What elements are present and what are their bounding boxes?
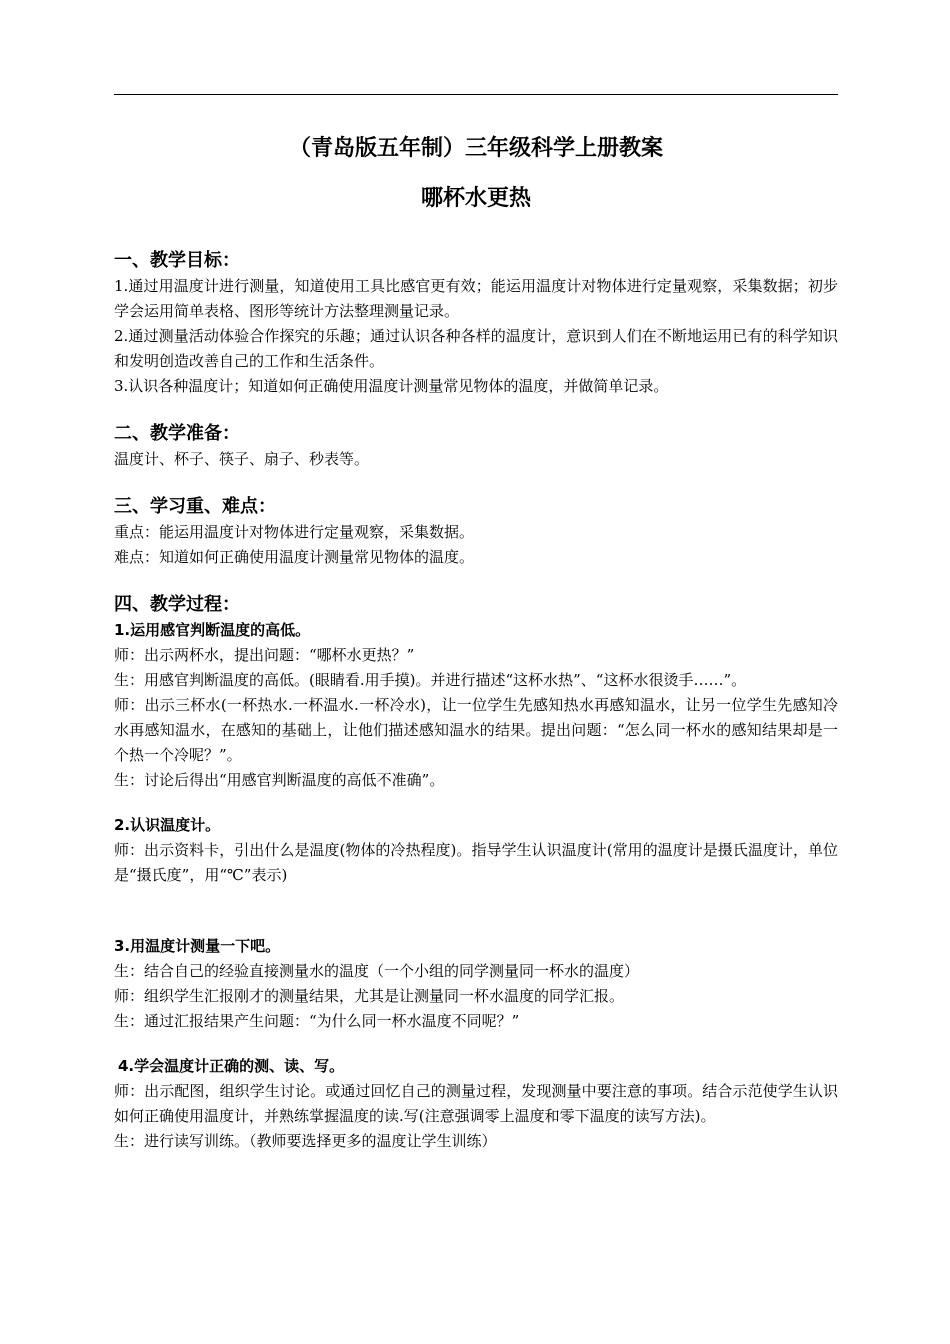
goal-item-1: 1.通过用温度计进行测量，知道使用工具比感官更有效；能运用温度计对物体进行定量观察，采集数据；初步学会运用简单表格、图形等统计方法整理测量记录。 [114, 277, 838, 320]
step1-line-2: 生：用感官判断温度的高低。(眼睛看.用手摸)。并进行描述“这杯水热”、“这杯水很烫手……”。 [114, 671, 747, 689]
goal-item-3: 3.认识各种温度计；知道如何正确使用温度计测量常见物体的温度，并做简单记录。 [114, 377, 669, 395]
section-heading-prep: 二、教学准备： [114, 423, 240, 444]
section-keypoints [114, 494, 838, 570]
difficult-point: 难点：知道如何正确使用温度计测量常见物体的温度。 [114, 548, 475, 566]
step4-title: 4.学会温度计正确的测、读、写。 [118, 1057, 345, 1075]
step2-title: 2.认识温度计。 [114, 816, 221, 834]
step3-title: 3.用温度计测量一下吧。 [114, 937, 281, 955]
document-body [114, 248, 838, 1154]
section-heading-keypoints: 三、学习重、难点： [114, 496, 276, 517]
step3-line-2: 师：组织学生汇报刚才的测量结果，尤其是让测量同一杯水温度的同学汇报。 [114, 987, 625, 1005]
step4-line-1: 师：出示配图，组织学生讨论。或通过回忆自己的测量过程，发现测量中要注意的事项。结合示范使学生认识如何正确使用温度计，并熟练掌握温度的读.写(注意强调零上温度和零下温度的读写方法)。 [114, 1082, 838, 1125]
lesson-title: 哪杯水更热 [420, 186, 531, 211]
prep-text: 温度计、杯子、筷子、扇子、秒表等。 [114, 450, 370, 468]
step3-line-3: 生：通过汇报结果产生问题：“为什么同一杯水温度不同呢？” [114, 1012, 520, 1030]
step1-line-4: 生：讨论后得出“用感官判断温度的高低不准确”。 [114, 771, 445, 789]
document-title: （青岛版五年制）三年级科学上册教案 [288, 136, 663, 161]
step1-line-1: 师：出示两杯水，提出问题：“哪杯水更热？” [114, 646, 415, 664]
step1-line-3: 师：出示三杯水(一杯热水.一杯温水.一杯冷水)，让一位学生先感知热水再感知温水，让另一位学生先感知冷水再感知温水，在感知的基础上，让他们描述感知温水的结果。提出问题：“怎么同一杯水的感知结果却是一个热一个冷呢？”。 [114, 696, 838, 764]
key-point: 重点：能运用温度计对物体进行定量观察，采集数据。 [114, 523, 475, 541]
goal-item-2: 2.通过测量活动体验合作探究的乐趣；通过认识各种各样的温度计，意识到人们在不断地运用已有的科学知识和发明创造改善自己的工作和生活条件。 [114, 327, 838, 370]
step3-line-1: 生：结合自己的经验直接测量水的温度（一个小组的同学测量同一杯水的温度） [114, 962, 640, 980]
step4-line-2: 生：进行读写训练。（教师要选择更多的温度让学生训练） [114, 1132, 497, 1150]
section-process [114, 592, 838, 1154]
section-heading-goals: 一、教学目标： [114, 250, 240, 271]
section-goals [114, 248, 838, 399]
step2-line-1: 师：出示资料卡，引出什么是温度(物体的冷热程度)。指导学生认识温度计(常用的温度计是摄氏温度计，单位是“摄氏度”，用“℃”表示) [114, 841, 838, 884]
step1-title: 1.运用感官判断温度的高低。 [114, 621, 311, 639]
section-heading-process: 四、教学过程： [114, 594, 240, 615]
header-rule [114, 94, 838, 95]
section-prep [114, 421, 838, 472]
